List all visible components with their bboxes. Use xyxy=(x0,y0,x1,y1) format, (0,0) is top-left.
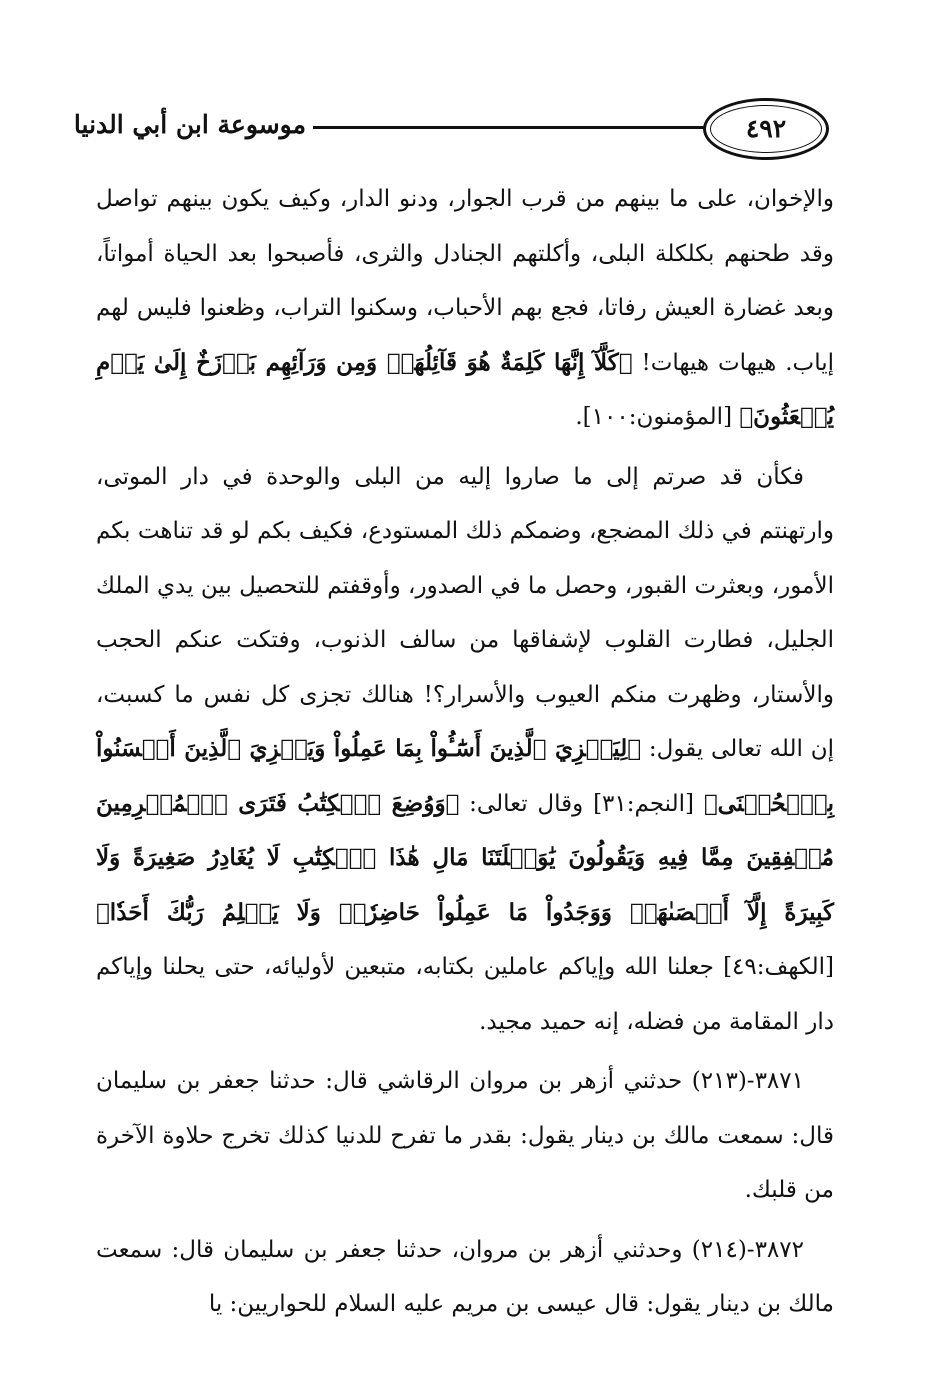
paragraph-3 xyxy=(96,1054,834,1218)
paragraph-1-text-1: والإخوان، على ما بينهم من قرب الجوار، ودنو الدار، وكيف يكون بينهم تواصل وقد طحنهم بكلكلة البلى، وأكلتهم الجنادل والثرى، فأصبحوا بعد الحياة أمواتاً، وبعد غضارة العيش رفاتا، فجع بهم الأحباب، وسكنوا التراب، وظعنوا فليس لهم إياب. هيهات هيهات! xyxy=(96,186,834,376)
paragraph-2-text-3: [الكهف:٤٩] جعلنا الله وإياكم عاملين بكتابه، متبعين لأوليائه، حتى يحلنا وإياكم دار المقامة من فضله، إنه حميد مجيد. xyxy=(96,954,834,1035)
header-rule xyxy=(313,126,705,129)
page-header xyxy=(0,84,938,172)
page-number-badge xyxy=(703,98,829,160)
paragraph-3-text-1: ٣٨٧١-(٢١٣) حدثني أزهر بن مروان الرقاشي قال: حدثنا جعفر بن سليمان قال: سمعت مالك بن دينار يقول: بقدر ما تفرح للدنيا كذلك تخرج حلاوة الآخرة من قلبك. xyxy=(96,1068,834,1203)
quran-verse-najm: ﴿لِيَجۡزِيَ ٱلَّذِينَ أَسَٰٓـُٔواْ بِمَا عَمِلُواْ وَيَجۡزِيَ ٱلَّذِينَ أَحۡسَنُواْ بِٱلۡحُسۡنَى﴾ xyxy=(96,735,834,817)
paragraph-1 xyxy=(96,172,834,445)
quran-verse-muminun: ﴿كَلَّآ إِنَّهَا كَلِمَةٌ هُوَ قَآئِلُهَاۖ وَمِن وَرَآئِهِم بَرۡزَخٌ إِلَىٰ يَوۡمِ يُبۡعَثُونَ﴾ xyxy=(96,348,834,430)
paragraph-2-text-1: فكأن قد صرتم إلى ما صاروا إليه من البلى والوحدة في دار الموتى، وارتهنتم في ذلك المضجع، وضمكم ذلك المستودع، فكيف بكم لو قد تناهت بكم الأمور، وبعثرت القبور، وحصل ما في الصدور، وأوقفتم للتحصيل بين يدي الملك الجليل، فطارت القلوب لإشفاقها من سالف الذنوب، وفتكت عنكم الحجب والأستار، وظهرت منكم العيوب والأسرار؟! هنالك تجزى كل نفس ما كسبت، إن الله تعالى يقول: xyxy=(96,463,834,762)
page-number: ٤٩٢ xyxy=(745,114,787,143)
quran-verse-kahf: ﴿وَوُضِعَ ٱلۡكِتَٰبُ فَتَرَى ٱلۡمُجۡرِمِينَ مُشۡفِقِينَ مِمَّا فِيهِ وَيَقُولُونَ يَٰوَيۡلَتَنَا مَالِ هَٰذَا ٱلۡكِتَٰبِ لَا يُغَادِرُ صَغِيرَةً وَلَا كَبِيرَةً إِلَّآ أَحۡصَىٰهَاۚ وَوَجَدُواْ مَا عَمِلُواْ حَاضِرٗاۗ وَلَا يَظۡلِمُ رَبُّكَ أَحَدٗا﴾ xyxy=(96,789,834,926)
paragraph-2 xyxy=(96,450,834,1050)
book-title: موسوعة ابن أبي الدنيا xyxy=(73,110,306,139)
paragraph-4-text-1: ٣٨٧٢-(٢١٤) وحدثني أزهر بن مروان، حدثنا جعفر بن سليمان قال: سمعت مالك بن دينار يقول: قال عيسى بن مريم عليه السلام للحواريين: يا xyxy=(96,1236,834,1317)
paragraph-4 xyxy=(96,1223,834,1332)
paragraph-2-text-2: [النجم:٣١] وقال تعالى: xyxy=(459,790,704,817)
page-body xyxy=(96,172,834,1337)
paragraph-1-text-2: [المؤمنون:١٠٠]. xyxy=(575,404,740,430)
